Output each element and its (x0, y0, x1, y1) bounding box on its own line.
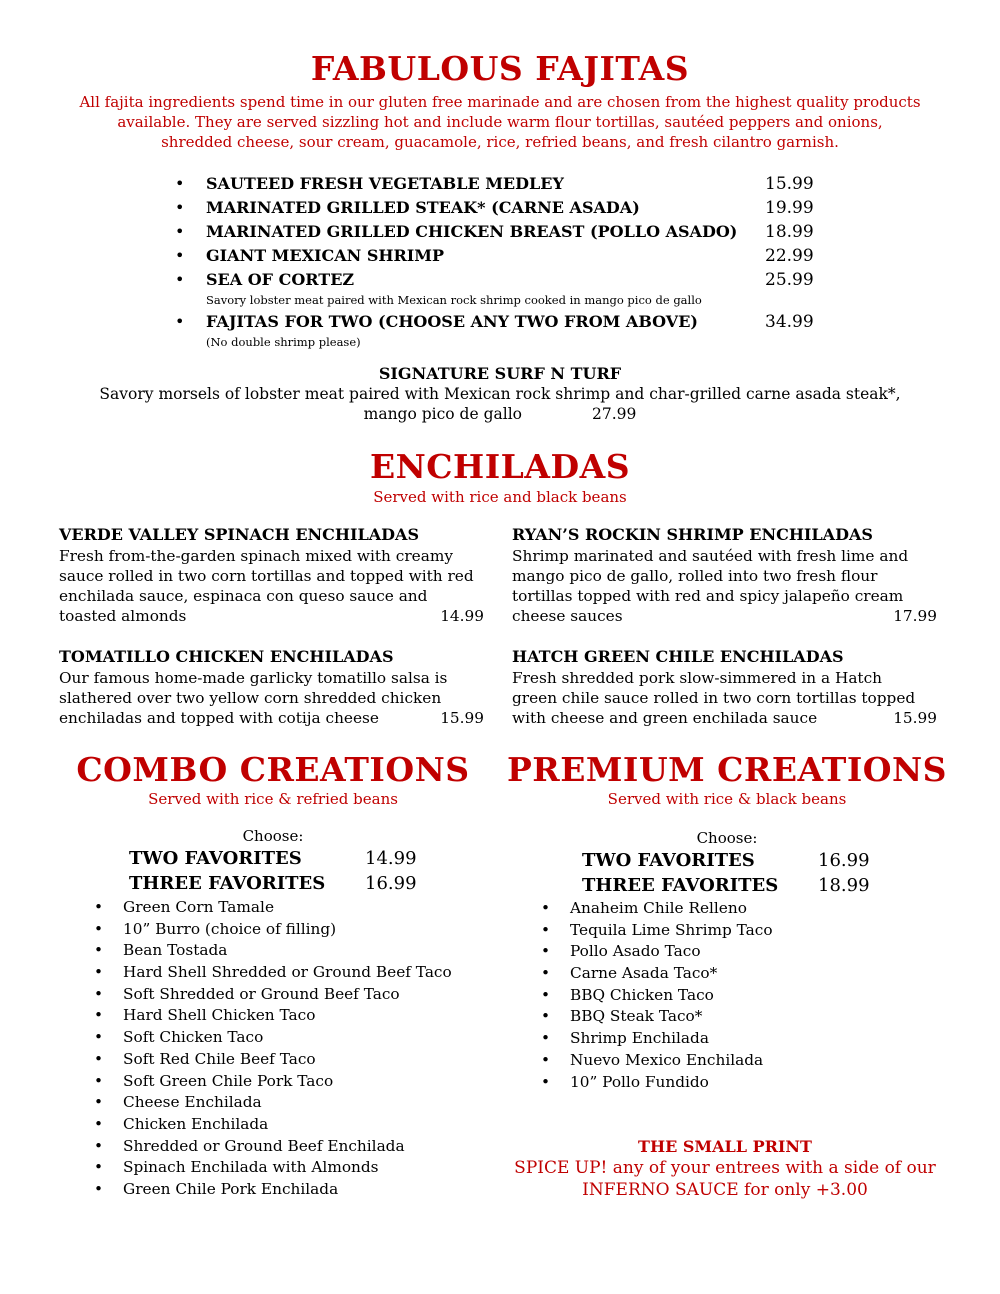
fajita-item (175, 220, 835, 244)
fajita-item-price: 34.99 (765, 312, 814, 332)
description-line: mango pico de gallo, rolled into two fresh flour (512, 567, 878, 585)
description-line: sauce rolled in two corn tortillas and topped with red (59, 567, 474, 585)
option-item (541, 1006, 941, 1028)
option-item (541, 1028, 941, 1050)
combo-subtitle: Served with rice & refried beans (148, 790, 398, 808)
bullet-icon: • (94, 1158, 104, 1177)
bullet-icon: • (94, 1179, 104, 1198)
combo-favorite-row (129, 871, 429, 896)
premium-title: PREMIUM CREATIONS (506, 750, 948, 789)
option-item (541, 941, 941, 963)
fajita-item-price: 18.99 (765, 222, 814, 242)
option-item (541, 920, 941, 942)
option-label: Pollo Asado Taco (570, 942, 701, 961)
bullet-icon: • (541, 920, 551, 939)
option-label: Shredded or Ground Beef Enchilada (123, 1136, 405, 1155)
fajita-item-name: SEA OF CORTEZ (206, 270, 355, 289)
option-item (541, 1072, 941, 1094)
enchilada-item-description (59, 546, 484, 626)
option-label: Nuevo Mexico Enchilada (570, 1050, 764, 1069)
fajita-item (175, 244, 835, 268)
bullet-icon: • (175, 174, 185, 193)
enchilada-item (512, 524, 937, 626)
enchilada-item-price: 17.99 (893, 607, 937, 625)
enchilada-item (512, 646, 937, 728)
fajita-item (175, 196, 835, 220)
favorite-price: 16.99 (365, 873, 417, 894)
option-item (94, 962, 494, 984)
small-print-line: SPICE UP! any of your entrees with a side of our (514, 1158, 936, 1178)
option-item (94, 919, 494, 941)
enchilada-item (59, 524, 484, 626)
premium-choose-label: Choose: (696, 829, 758, 847)
premium-favorite-row (582, 873, 882, 898)
fajitas-title: FABULOUS FAJITAS (310, 49, 690, 88)
premium-favorite-row (582, 848, 882, 873)
option-label: Chicken Enchilada (123, 1114, 269, 1133)
option-label: Hard Shell Shredded or Ground Beef Taco (123, 963, 452, 982)
favorite-label: TWO FAVORITES (129, 848, 302, 869)
option-label: Tequila Lime Shrimp Taco (570, 920, 773, 939)
bullet-icon: • (94, 1049, 104, 1068)
description-line: with cheese and green enchilada sauce (512, 709, 818, 727)
option-label: Cheese Enchilada (123, 1093, 262, 1112)
favorite-price: 14.99 (365, 848, 417, 869)
bullet-icon: • (94, 1114, 104, 1133)
fajitas-intro (50, 92, 950, 152)
option-item (94, 1005, 494, 1027)
bullet-icon: • (541, 1029, 551, 1048)
bullet-icon: • (541, 1007, 551, 1026)
fajita-item-name: SAUTEED FRESH VEGETABLE MEDLEY (206, 174, 564, 193)
option-item (94, 1179, 494, 1201)
description-line: cheese sauces (512, 607, 623, 625)
fajita-item-name: GIANT MEXICAN SHRIMP (206, 246, 445, 265)
enchilada-item-name: RYAN’S ROCKIN SHRIMP ENCHILADAS (512, 525, 873, 544)
enchilada-item-price: 14.99 (440, 607, 484, 625)
option-item (541, 1050, 941, 1072)
option-label: Shrimp Enchilada (570, 1029, 709, 1048)
option-item (94, 1114, 494, 1136)
fajita-item-price: 19.99 (765, 198, 814, 218)
fajita-item (175, 310, 835, 334)
option-label: BBQ Steak Taco* (570, 1007, 703, 1026)
surf-n-turf-line (50, 404, 950, 424)
bullet-icon: • (541, 1050, 551, 1069)
option-item (94, 1071, 494, 1093)
fajita-item-name: MARINATED GRILLED STEAK* (CARNE ASADA) (206, 198, 640, 217)
surf-n-turf-title: SIGNATURE SURF N TURF (378, 364, 622, 383)
bullet-icon: • (541, 1072, 551, 1091)
bullet-icon: • (94, 1093, 104, 1112)
small-print-line: INFERNO SAUCE for only +3.00 (582, 1180, 868, 1200)
option-item (94, 1092, 494, 1114)
bullet-icon: • (541, 899, 551, 917)
fajitas-intro-line: shredded cheese, sour cream, guacamole, rice, refried beans, and fresh cilantro garnish. (161, 133, 839, 151)
description-line: toasted almonds (59, 607, 187, 625)
option-item (94, 1027, 494, 1049)
combo-choose-label: Choose: (242, 827, 304, 845)
enchilada-item-description (59, 668, 484, 728)
premium-subtitle: Served with rice & black beans (607, 790, 847, 808)
option-item (541, 898, 941, 920)
bullet-icon: • (94, 963, 104, 982)
fajita-item (175, 268, 835, 292)
fajita-item-description: (No double shrimp please) (206, 335, 361, 349)
option-label: Soft Chicken Taco (123, 1028, 264, 1047)
enchilada-item-name: TOMATILLO CHICKEN ENCHILADAS (59, 647, 394, 666)
bullet-icon: • (94, 1071, 104, 1090)
description-line: Our famous home-made garlicky tomatillo salsa is (59, 669, 448, 687)
enchilada-item-description (512, 668, 937, 728)
fajitas-list (175, 172, 835, 352)
enchilada-item-description (512, 546, 937, 626)
enchiladas-subtitle: Served with rice and black beans (373, 488, 627, 506)
description-line: Fresh from-the-garden spinach mixed with creamy (59, 547, 453, 565)
fajita-item-price: 22.99 (765, 246, 814, 266)
fajita-item-name: FAJITAS FOR TWO (CHOOSE ANY TWO FROM ABOVE) (206, 312, 698, 331)
bullet-icon: • (94, 941, 104, 960)
bullet-icon: • (175, 198, 185, 217)
bullet-icon: • (541, 942, 551, 961)
fajitas-intro-line: available. They are served sizzling hot and include warm flour tortillas, sautéed peppers and onions, (117, 113, 883, 131)
bullet-icon: • (94, 1006, 104, 1025)
favorite-label: THREE FAVORITES (129, 873, 326, 894)
bullet-icon: • (175, 222, 185, 241)
bullet-icon: • (94, 898, 104, 916)
option-label: Green Chile Pork Enchilada (123, 1179, 339, 1198)
option-label: Carne Asada Taco* (570, 964, 718, 983)
description-line: slathered over two yellow corn shredded chicken (59, 689, 442, 707)
enchilada-item-name: VERDE VALLEY SPINACH ENCHILADAS (59, 525, 420, 544)
combo-favorite-row (129, 846, 429, 871)
favorite-price: 16.99 (818, 850, 870, 871)
bullet-icon: • (175, 312, 185, 331)
option-label: Anaheim Chile Relleno (570, 899, 747, 917)
surf-n-turf-price: 27.99 (591, 405, 637, 423)
small-print-title: THE SMALL PRINT (638, 1137, 812, 1156)
option-item (94, 1157, 494, 1179)
fajita-item-name: MARINATED GRILLED CHICKEN BREAST (POLLO ASADO) (206, 222, 738, 241)
favorite-label: THREE FAVORITES (582, 875, 779, 896)
premium-options-list (541, 898, 941, 1093)
option-label: Green Corn Tamale (123, 898, 274, 916)
fajita-item-price: 15.99 (765, 174, 814, 194)
description-line: enchilada sauce, espinaca con queso sauce and (59, 587, 428, 605)
option-item (94, 1136, 494, 1158)
bullet-icon: • (175, 270, 185, 289)
surf-n-turf-line2: mango pico de gallo (363, 405, 522, 423)
description-line: green chile sauce rolled in two corn tortillas topped (512, 689, 916, 707)
enchilada-item-price: 15.99 (440, 709, 484, 727)
enchiladas-title: ENCHILADAS (369, 447, 631, 486)
fajita-item-price: 25.99 (765, 270, 814, 290)
small-print-text (510, 1157, 940, 1201)
fajita-item (175, 172, 835, 196)
option-label: 10” Pollo Fundido (570, 1072, 709, 1091)
option-item (94, 984, 494, 1006)
enchilada-item-price: 15.99 (893, 709, 937, 727)
description-line: Shrimp marinated and sautéed with fresh lime and (512, 547, 909, 565)
combo-title: COMBO CREATIONS (76, 750, 470, 789)
surf-n-turf-line: Savory morsels of lobster meat paired with Mexican rock shrimp and char-grilled carne asada steak*, (99, 385, 901, 403)
fajita-item-description: Savory lobster meat paired with Mexican rock shrimp cooked in mango pico de gallo (206, 293, 702, 307)
bullet-icon: • (94, 1028, 104, 1047)
bullet-icon: • (175, 246, 185, 265)
option-item (94, 1049, 494, 1071)
option-label: BBQ Chicken Taco (570, 985, 714, 1004)
description-line: Fresh shredded pork slow-simmered in a Hatch (512, 669, 883, 687)
description-line: tortillas topped with red and spicy jalapeño cream (512, 587, 904, 605)
combo-options-list (94, 897, 494, 1201)
surf-n-turf-description (50, 384, 950, 424)
bullet-icon: • (541, 964, 551, 983)
option-label: Bean Tostada (123, 941, 228, 960)
option-item (94, 940, 494, 962)
bullet-icon: • (94, 1136, 104, 1155)
bullet-icon: • (541, 985, 551, 1004)
option-label: Soft Shredded or Ground Beef Taco (123, 984, 400, 1003)
option-label: Soft Green Chile Pork Taco (123, 1071, 334, 1090)
option-label: Spinach Enchilada with Almonds (123, 1158, 379, 1177)
favorite-price: 18.99 (818, 875, 870, 896)
enchilada-item (59, 646, 484, 728)
enchilada-item-name: HATCH GREEN CHILE ENCHILADAS (512, 647, 844, 666)
option-item (541, 963, 941, 985)
option-label: Soft Red Chile Beef Taco (123, 1049, 316, 1068)
option-label: 10” Burro (choice of filling) (123, 919, 337, 938)
bullet-icon: • (94, 919, 104, 938)
fajitas-intro-line: All fajita ingredients spend time in our gluten free marinade and are chosen from the highest quality products (79, 93, 921, 111)
favorite-label: TWO FAVORITES (582, 850, 755, 871)
option-label: Hard Shell Chicken Taco (123, 1006, 316, 1025)
description-line: enchiladas and topped with cotija cheese (59, 709, 379, 727)
option-item (541, 985, 941, 1007)
option-item (94, 897, 494, 919)
bullet-icon: • (94, 984, 104, 1003)
